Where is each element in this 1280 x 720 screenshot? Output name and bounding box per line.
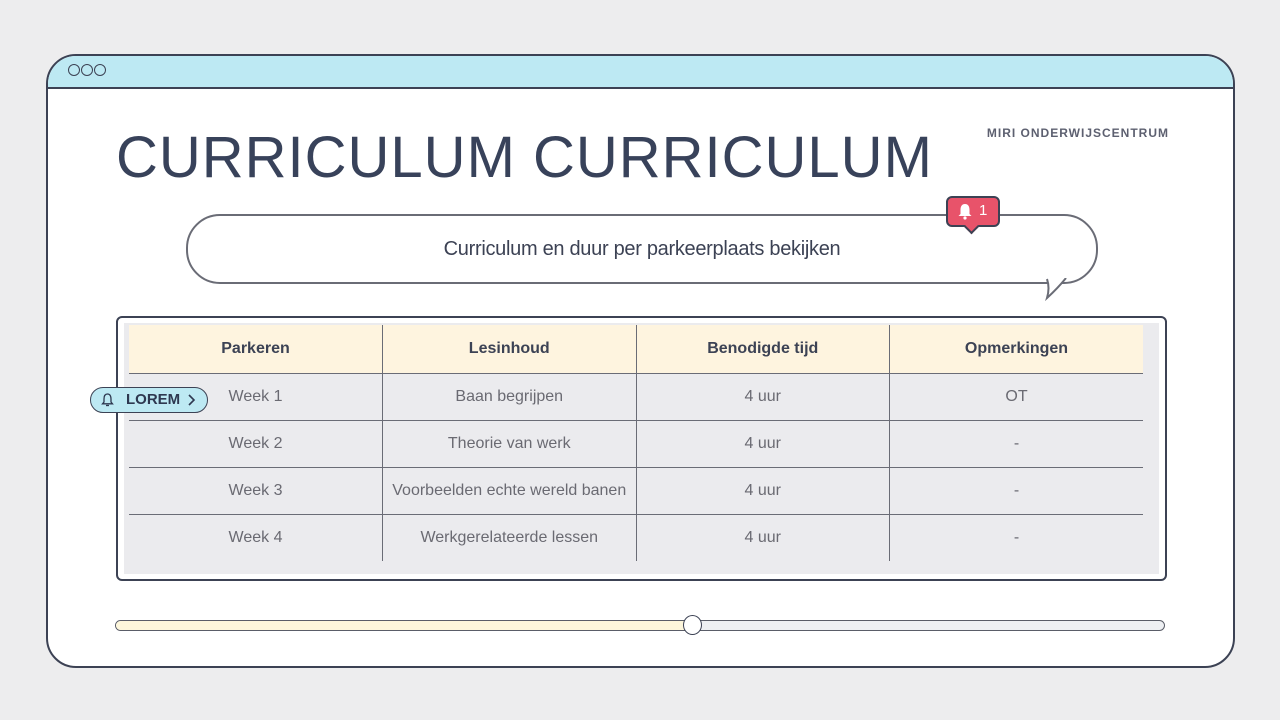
chevron-right-icon bbox=[187, 394, 196, 406]
table-cell: 4 uur bbox=[636, 515, 890, 562]
bell-icon bbox=[101, 393, 114, 407]
table-cell: Week 2 bbox=[129, 421, 383, 468]
page-title: CURRICULUM CURRICULUM bbox=[116, 125, 933, 190]
table-cell: - bbox=[890, 421, 1144, 468]
browser-window bbox=[46, 54, 1235, 668]
table-header-row bbox=[129, 325, 1143, 374]
table-cell: - bbox=[890, 468, 1144, 515]
title-bar bbox=[48, 56, 1233, 89]
table-cell: Week 3 bbox=[129, 468, 383, 515]
column-header: Opmerkingen bbox=[890, 325, 1144, 374]
bell-icon bbox=[957, 203, 973, 220]
table-cell: 4 uur bbox=[636, 468, 890, 515]
curriculum-table bbox=[129, 325, 1143, 561]
window-control-dot[interactable] bbox=[81, 64, 93, 76]
table-row bbox=[129, 515, 1143, 562]
brand-name: MIRI ONDERWIJSCENTRUM bbox=[986, 126, 1169, 140]
lorem-label: LOREM bbox=[126, 391, 181, 408]
table-row bbox=[129, 468, 1143, 515]
window-control-dot[interactable] bbox=[68, 64, 80, 76]
column-header: Lesinhoud bbox=[383, 325, 637, 374]
table-cell: - bbox=[890, 515, 1144, 562]
table-cell: 4 uur bbox=[636, 421, 890, 468]
table-cell: 4 uur bbox=[636, 374, 890, 421]
table-cell: OT bbox=[890, 374, 1144, 421]
table-cell: Werkgerelateerde lessen bbox=[383, 515, 637, 562]
notification-badge[interactable] bbox=[946, 196, 1000, 227]
progress-slider[interactable] bbox=[115, 620, 1165, 631]
column-header: Benodigde tijd bbox=[636, 325, 890, 374]
window-control-dot[interactable] bbox=[94, 64, 106, 76]
speech-bubble-tail bbox=[1038, 278, 1078, 302]
table-cell: Theorie van werk bbox=[383, 421, 637, 468]
bubble-text: Curriculum en duur per parkeerplaats bekijken bbox=[443, 238, 841, 260]
table-cell: Voorbeelden echte wereld banen bbox=[383, 468, 637, 515]
column-header: Parkeren bbox=[129, 325, 383, 374]
notification-count: 1 bbox=[979, 202, 988, 219]
table-cell: Week 1 bbox=[129, 374, 383, 421]
table-row bbox=[129, 421, 1143, 468]
table-cell: Baan begrijpen bbox=[383, 374, 637, 421]
curriculum-table-container bbox=[116, 316, 1167, 581]
lorem-tag-button[interactable] bbox=[90, 387, 208, 413]
table-cell: Week 4 bbox=[228, 529, 283, 546]
table-row bbox=[129, 374, 1143, 421]
slider-fill bbox=[116, 621, 692, 630]
